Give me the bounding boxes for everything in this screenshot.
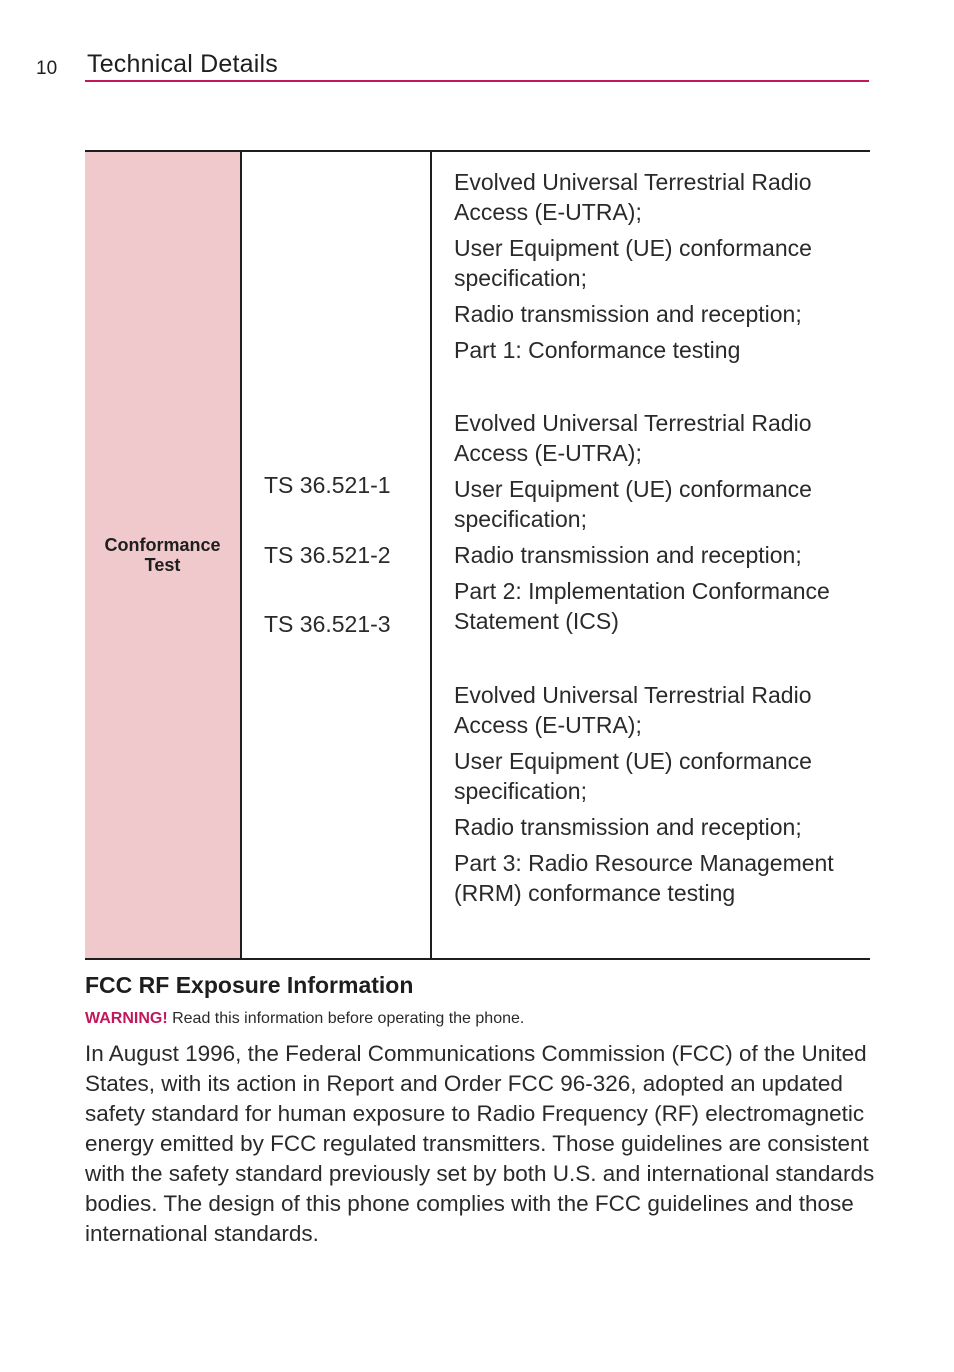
description-line: User Equipment (UE) conformance specification; [454,748,812,804]
spec-code: TS 36.521-2 [264,542,391,568]
description-line: Evolved Universal Terrestrial Radio Access (E-UTRA); [454,410,812,466]
warning-line [85,1010,524,1028]
section-title: Technical Details [87,50,278,78]
description-line: Part 3: Radio Resource Management (RRM) conformance testing [454,850,834,906]
description-line: Radio transmission and reception; [454,301,802,327]
spec-table [85,150,870,960]
description-group [454,167,864,371]
category-label: Conformance Test [104,535,221,575]
codes-cell [242,152,432,958]
description-line: User Equipment (UE) conformance specification; [454,476,812,532]
category-cell [85,152,242,958]
warning-text: Read this information before operating the phone. [167,1010,525,1027]
description-line: Evolved Universal Terrestrial Radio Access (E-UTRA); [454,169,812,225]
spec-code: TS 36.521-1 [264,472,391,498]
warning-label: WARNING! [85,1010,168,1027]
description-line: Evolved Universal Terrestrial Radio Access (E-UTRA); [454,682,812,738]
description-line: Radio transmission and reception; [454,814,802,840]
fcc-heading: FCC RF Exposure Information [85,972,414,998]
fcc-body: In August 1996, the Federal Communications Commission (FCC) of the United States, with its action in Report and Order FCC 96-326, adopted an updated safety standard for human exposure to Radio Frequency (RF) electromagnetic energy emitted by FCC regulated transmitters. Those guidelines are consistent with the safety standard previously set by both U.S. and international standards bodies. The design of this phone complies with the FCC guidelines and those international standards. [85,1041,875,1246]
description-group [454,680,864,914]
descriptions-cell [432,152,870,958]
description-line: Part 2: Implementation Conformance Statement (ICS) [454,578,830,634]
page-number: 10 [36,58,58,79]
description-line: User Equipment (UE) conformance specification; [454,235,812,291]
header-rule [85,80,869,82]
description-line: Part 1: Conformance testing [454,337,741,363]
description-line: Radio transmission and reception; [454,542,802,568]
description-group [454,408,864,642]
spec-code: TS 36.521-3 [264,611,391,637]
